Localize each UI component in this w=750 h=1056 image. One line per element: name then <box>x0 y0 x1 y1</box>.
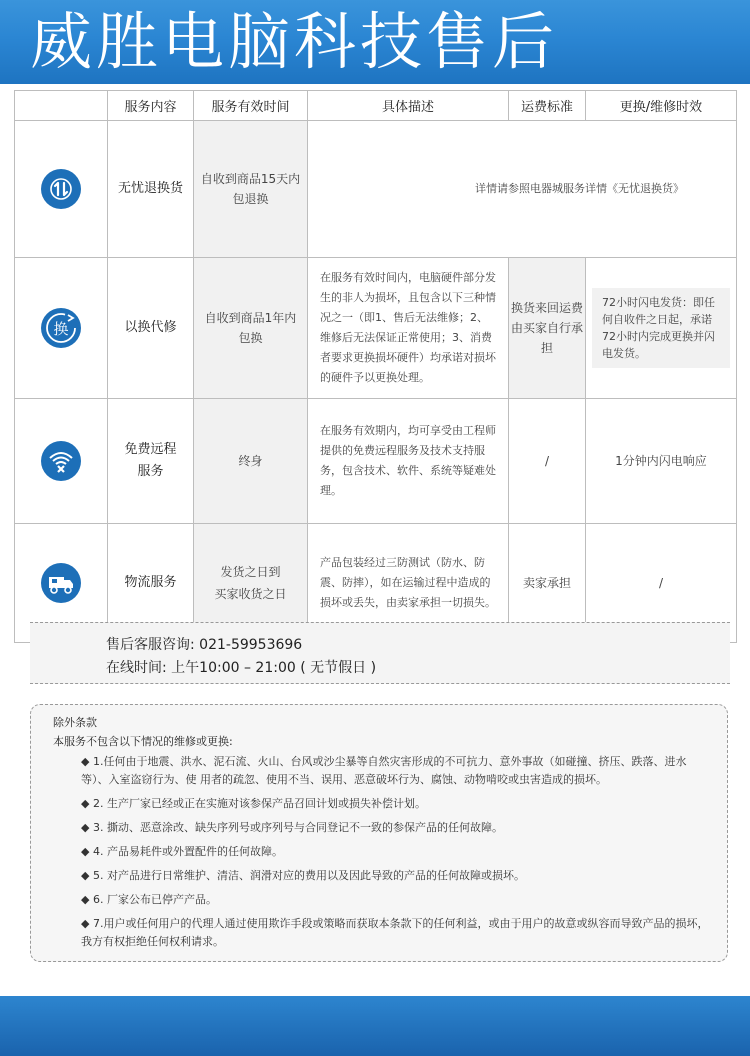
service-name: 物流服务 <box>108 524 194 643</box>
valid-line: 发货之日到 <box>220 565 281 579</box>
service-valid-time <box>194 258 308 399</box>
column-header: 服务内容 <box>108 91 194 121</box>
list-item: ◆ 6. 厂家公布已停产产品。 <box>81 893 217 906</box>
list-item: ◆ 7.用户或任何用户的代理人通过使用欺诈手段或策略而获取本条款下的任何利益，或由于用户的故意或纵容而导致产品的损坏，我方有权拒绝任何权利请求。 <box>81 917 709 948</box>
service-valid-time-text: 自收到商品15天内包退换 <box>200 172 301 206</box>
service-valid-time <box>194 121 308 258</box>
column-header: 具体描述 <box>308 91 509 121</box>
hotline-text: 售后客服咨询: 021-59953696 <box>106 637 303 653</box>
valid-line: 买家收货之日 <box>214 587 287 601</box>
exchange-arrows-icon <box>41 169 81 209</box>
service-description: 在服务有效期内，均可享受由工程师提供的免费远程服务及技术支持服务，包含技术、软件、系统等疑难处理。 <box>308 399 509 524</box>
delivery-truck-icon <box>41 563 81 603</box>
page-title: 威胜电脑科技售后 <box>30 5 559 78</box>
timeliness-cell: / <box>586 524 737 643</box>
list-item: ◆ 2. 生产厂家已经或正在实施对该参保产品召回计划或损失补偿计划。 <box>81 797 426 810</box>
service-name: 服务 <box>137 464 164 479</box>
footer-band <box>0 996 750 1056</box>
timeliness-cell: 1分钟内闪电响应 <box>586 399 737 524</box>
list-item: ◆ 5. 对产品进行日常维护、清洁、润滑对应的费用以及因此导致的产品的任何故障或损坏。 <box>81 869 525 882</box>
service-description: 在服务有效时间内，电脑硬件部分发生的非人为损坏，且包含以下三种情况之一（即1、售后无法维修；2、维修后无法保证正常使用；3、消费者要求更换损坏硬件）均承诺对损坏的硬件予以更换处理。 <box>308 258 509 399</box>
freight-cell <box>509 258 586 399</box>
column-header: 运费标准 <box>509 91 586 121</box>
freight-cell: 卖家承担 <box>509 524 586 643</box>
freight-cell: / <box>509 399 586 524</box>
row-icon-cell <box>15 121 108 258</box>
header-banner <box>0 0 750 84</box>
service-description: 详情请参照电器城服务详情《无忧退换货》 <box>308 121 737 258</box>
table-row <box>15 121 737 258</box>
terms-subheading: 本服务不包含以下情况的维修或更换: <box>53 735 233 748</box>
table-header-row <box>15 91 737 121</box>
service-name: 免费远程 <box>124 442 177 457</box>
wifi-tools-icon <box>41 441 81 481</box>
service-name: 无忧退换货 <box>108 121 194 258</box>
list-item: ◆ 4. 产品易耗件或外置配件的任何故障。 <box>81 845 283 858</box>
table-row <box>15 399 737 524</box>
service-description: 产品包装经过三防测试（防水、防震、防摔），如在运输过程中造成的损坏或丢失，由卖家承担一切损失。 <box>308 524 509 643</box>
service-valid-time: 终身 <box>194 399 308 524</box>
service-table <box>14 90 737 643</box>
contact-box <box>30 622 730 684</box>
column-header: 更换/维修时效 <box>586 91 737 121</box>
table-row <box>15 258 737 399</box>
replace-icon-glyph: 换 <box>53 320 69 338</box>
service-name-cell <box>108 399 194 524</box>
row-icon-cell <box>15 399 108 524</box>
freight-line: 换货来回运费 <box>510 301 583 315</box>
row-icon-cell <box>15 258 108 399</box>
terms-heading: 除外条款 <box>53 716 97 729</box>
replace-repair-icon <box>41 308 81 348</box>
list-item: ◆ 1.任何由于地震、洪水、泥石流、火山、台风或沙尘暴等自然灾害形成的不可抗力、意外事故（如碰撞、挤压、跌落、进水等）、入室盗窃行为、使 用者的疏忽、使用不当、误用、恶意破坏行为、腐蚀、动物啃咬或虫害造成的损坏。 <box>81 755 687 786</box>
exclusion-terms-box <box>30 704 728 962</box>
column-header: 服务有效时间 <box>194 91 308 121</box>
terms-list <box>81 753 711 957</box>
online-hours-text: 在线时间: 上午10:00 – 21:00 ( 无节假日 ) <box>106 660 377 676</box>
header-icon-col <box>15 91 108 121</box>
service-name: 以换代修 <box>108 258 194 399</box>
list-item: ◆ 3. 撕动、恶意涂改、缺失序列号或序列号与合同登记不一致的参保产品的任何故障。 <box>81 821 503 834</box>
timeliness-text: 72小时闪电发货：即任何自收件之日起，承诺72小时内完成更换并闪电发货。 <box>592 288 730 368</box>
timeliness-cell <box>586 258 737 399</box>
freight-line: 由买家自行承担 <box>510 321 583 355</box>
service-valid-time-text: 自收到商品1年内包换 <box>204 311 297 345</box>
